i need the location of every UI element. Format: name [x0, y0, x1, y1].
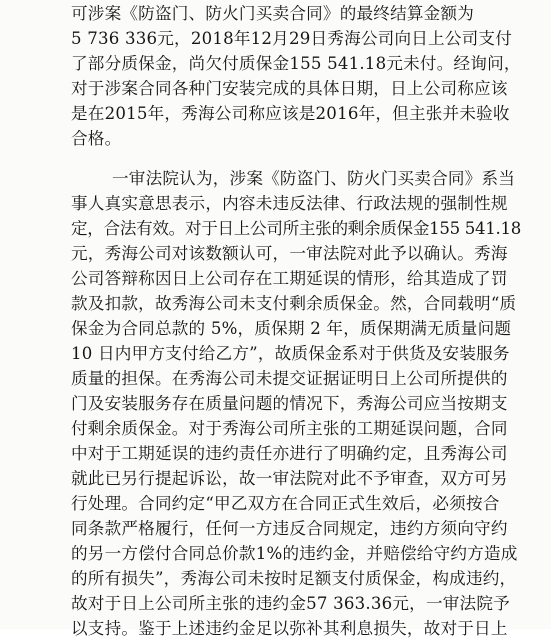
- text-line-5: 是在2015年，秀海公司称应该是2016年，但主张并未验收: [71, 104, 510, 123]
- text-line-19: 就此已另行提起诉讼，故一审法院对此不予审查，双方可另: [71, 469, 508, 488]
- text-line-3: 了部分质保金，尚欠付质保金155 541.18元未付。经询问，: [71, 54, 521, 73]
- text-line-9: 定，合法有效。对于日上公司所主张的剩余质保金155 541.18: [71, 219, 521, 238]
- text-line-1: 可涉案《防盗门、防火门买卖合同》的最终结算金额为: [71, 4, 475, 23]
- text-line-25: 以支持。鉴于上述违约金足以弥补其利息损失，故对于日上: [71, 619, 508, 638]
- text-line-16: 门及安装服务存在质量问题的情况下，秀海公司应当按期支: [71, 394, 508, 413]
- text-line-7: 一审法院认为，涉案《防盗门、防火门买卖合同》系当: [112, 169, 516, 188]
- text-line-23: 的所有损失”，秀海公司未按时足额支付质保金，构成违约，: [71, 569, 517, 588]
- text-line-13: 保金为合同总款的 5%，质保期 2 年，质保期满无质量问题: [71, 319, 512, 338]
- text-line-17: 付剩余质保金。对于秀海公司所主张的工期延误问题，合同: [71, 419, 508, 438]
- text-line-15: 质量的担保。在秀海公司未提交证据证明日上公司所提供的: [71, 369, 508, 388]
- text-line-8: 事人真实意思表示，内容未违反法律、行政法规的强制性规: [71, 194, 508, 213]
- text-line-20: 行处理。合同约定“甲乙双方在合同正式生效后，必须按合: [71, 494, 500, 513]
- text-line-14: 10 日内甲方支付给乙方”，故质保金系对于供货及安装服务: [71, 344, 510, 363]
- text-line-11: 公司答辩称因日上公司存在工期延误的情形，给其造成了罚: [71, 269, 508, 288]
- text-line-10: 元，秀海公司对该数额认可，一审法院对此予以确认。秀海: [71, 244, 508, 263]
- text-line-18: 中对于工期延误的违约责任亦进行了明确约定，且秀海公司: [71, 444, 508, 463]
- text-line-4: 对于涉案合同各种门安装完成的具体日期，日上公司称应该: [71, 79, 508, 98]
- text-line-21: 同条款严格履行，任何一方违反合同规定，违约方须向守约: [71, 519, 508, 538]
- text-line-6: 合格。: [71, 129, 122, 148]
- text-line-24: 故对于日上公司所主张的违约金57 363.36元，一审法院予: [71, 594, 510, 613]
- text-line-22: 的另一方偿付合同总价款1%的违约金，并赔偿给守约方造成: [71, 544, 518, 563]
- text-line-12: 款及扣款，故秀海公司未支付剩余质保金。然，合同载明“质: [71, 294, 517, 313]
- text-line-2: 5 736 336元，2018年12月29日秀海公司向日上公司支付: [71, 29, 513, 48]
